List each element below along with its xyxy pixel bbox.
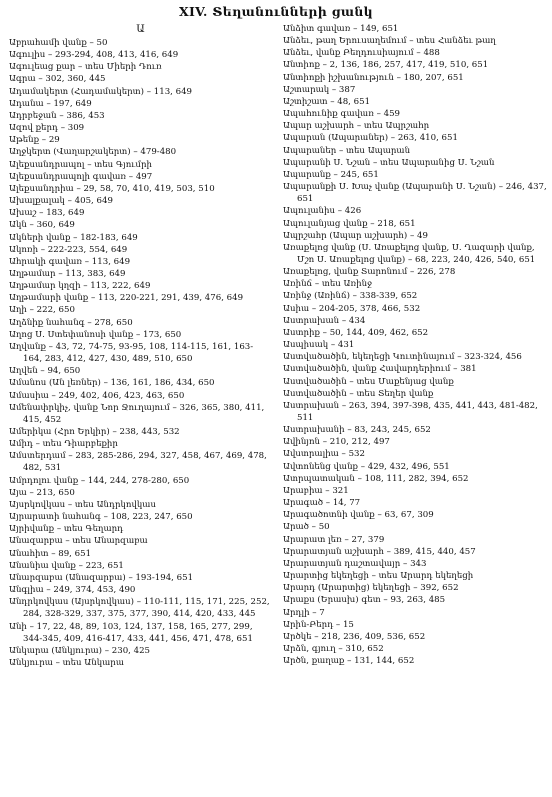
- index-entry: Ահրակի գավառ – 113, 649: [9, 256, 131, 267]
- index-entry: Ամասիա – 249, 402, 406, 423, 463, 650: [9, 390, 185, 401]
- index-entry: Արարդ (Արարտից) եկեղեցի – 392, 652: [283, 583, 459, 594]
- entry-list-right: [283, 23, 547, 667]
- index-entry: Ադանա – 197, 649: [9, 98, 92, 109]
- index-entry: Ապուլանիս – 426: [283, 206, 362, 217]
- index-entry: Անարզաբա (Անազարբա) – 193-194, 651: [9, 572, 194, 583]
- index-entry: Արագած – 14, 77: [283, 498, 361, 509]
- index-entry: Ավինյոն – 210, 212, 497: [283, 437, 390, 448]
- index-entry: Ատրպատական – 108, 111, 282, 394, 652: [283, 473, 469, 484]
- index-entry: Առաքելոց վանք (Ս. Առաքելոց վանք, Ս. Ղազարի վանք, Մշո Ս. Առաքելոց վանք) – 68, 223, 240, 426, 540, 651: [283, 242, 536, 265]
- index-entry: Ապրշահր (Ապար աշխարհ) – 49: [283, 230, 428, 241]
- index-entry: Ալեքսանդրապոլ – տես Գյումրի: [9, 159, 152, 170]
- index-entry: Ակն – 360, 649: [9, 220, 75, 231]
- index-entry: Ամրդոլու վանք – 144, 244, 278-280, 650: [9, 475, 190, 486]
- index-entry: Արարատ լեռ – 27, 379: [283, 534, 385, 545]
- index-entry: Աստվածածին, եկեղեցի Կուտինայում – 323-324, 456: [283, 352, 522, 363]
- index-entry: Այրարատի նահանգ – 108, 223, 247, 650: [9, 512, 193, 523]
- index-entry: Ասիա – 204-205, 378, 466, 532: [283, 303, 421, 314]
- index-column-left: [9, 23, 272, 669]
- index-entry: Աստվածածին – տես Մաքենյաց վանք: [283, 376, 454, 387]
- index-entry: Ամերիկա (Հրո Երկիր) – 238, 443, 532: [9, 427, 180, 437]
- index-entry: Ախալքալակ – 405, 649: [9, 196, 113, 207]
- index-entry: Աղձնիք նահանգ – 278, 650: [9, 317, 133, 328]
- index-entry: Անահիտ – 89, 651: [9, 548, 92, 559]
- index-entry: Ամենափրկիչ, վանք Նոր Ջուղայում – 326, 365, 380, 411, 415, 452: [9, 402, 265, 425]
- index-entry: Անձեւ, թաղ Երուսաղեմում – տես Հանձեւ թաղ: [283, 36, 496, 47]
- index-entry: Անտիոք – 2, 136, 186, 257, 417, 419, 510, 651: [283, 60, 489, 71]
- index-entry: Աստվածածին – տես Տեղեր վանք: [283, 388, 434, 399]
- index-entry: Աթենք – 29: [9, 135, 60, 146]
- index-entry: Աղթամար – 113, 383, 649: [9, 268, 126, 279]
- index-entry: Արաբիա – 321: [283, 485, 349, 496]
- index-entry: Այրիվանք – տես Գեղարդ: [9, 524, 124, 535]
- index-entry: Այսրկովկաս – տես Անդրկովկաս: [9, 499, 156, 510]
- index-entry: Անգլիա – 249, 374, 453, 490: [9, 585, 136, 596]
- index-entry: Անձեւ, վանք Բեղդուսիայում – 488: [283, 48, 440, 59]
- index-entry: Առինճ – տես Առինջ: [283, 279, 372, 290]
- index-entry: Աստվածածին, վանք Հավարդերիում – 381: [283, 364, 477, 375]
- index-entry: Արագածոտնի վանք – 63, 67, 309: [283, 510, 434, 521]
- index-entry: Ապարանի Ս. Նշան – տես Ապարանից Ս. Նշան: [283, 157, 495, 168]
- index-entry: Ասպիսակ – 431: [283, 340, 355, 351]
- index-entry: Աղվեն – 94, 650: [9, 366, 81, 377]
- index-column-right: [283, 23, 547, 667]
- index-entry: Արձն, գյուղ – 310, 652: [283, 643, 384, 654]
- index-entry: Ապարանքի Ս. Խաչ վանք (Ապարանի Ս. Նշան) – 246, 437, 651: [283, 182, 547, 205]
- index-entry: Արած – 50: [283, 522, 330, 533]
- index-entry: Ագրա – 302, 360, 445: [9, 74, 106, 85]
- index-entry: Արարատյան դաշտավայր – 343: [283, 558, 427, 569]
- index-entry: Աստրիք – 50, 144, 409, 462, 652: [283, 327, 429, 338]
- index-entry: Արաքս (Երասխ) գետ – 93, 263, 485: [283, 595, 446, 606]
- index-entry: Արին-Բերդ – 15: [283, 619, 354, 630]
- index-entry: Աշտարակ – 387: [283, 84, 356, 95]
- index-entry: Ապար աշխարհ – տես Ապրշահր: [283, 121, 430, 132]
- index-entry: Աստրախան – 434: [283, 315, 366, 326]
- index-entry: Աշտիշատ – 48, 651: [283, 96, 371, 107]
- index-entry: Աղի – 222, 650: [9, 305, 75, 316]
- page-title: XIV. Տեղանունների ցանկ: [179, 4, 373, 19]
- index-entry: Ագուլիս – 293-294, 408, 413, 416, 649: [9, 50, 179, 61]
- index-entry: Աղվանք – 43, 72, 74-75, 93-95, 108, 114-115, 161, 163-164, 283, 412, 427, 430, 489, 510, 650: [9, 341, 254, 365]
- section-letter: Ա: [136, 23, 145, 35]
- index-entry: Անկյուրա – տես Անկարա: [9, 657, 124, 668]
- index-entry: Արծն, քաղաք – 131, 144, 652: [283, 656, 415, 667]
- entry-list-left: [9, 37, 272, 669]
- index-entry: Ապարան (Ապարաներ) – 263, 410, 651: [283, 133, 458, 144]
- index-entry: Ակների վանք – 182-183, 649: [9, 232, 138, 243]
- index-entry: Ավստրալիա – 532: [283, 449, 365, 460]
- index-entry: Այա – 213, 650: [9, 487, 75, 498]
- index-entry: Արդլի – 7: [283, 607, 325, 618]
- index-entry: Ազով քերդ – 309: [9, 123, 85, 134]
- index-entry: Ադրբեջան – 386, 453: [9, 110, 105, 121]
- index-entry: Արծկե – 218, 236, 409, 536, 652: [283, 631, 426, 642]
- index-entry: Արարտից եկեղեցի – տես Արարդ եկեղեցի: [283, 571, 474, 582]
- index-entry: Ալեքսանդրապոլի գավառ – 497: [9, 171, 153, 182]
- index-entry: Ապարաներ – տես Ապարան: [283, 145, 411, 156]
- index-entry: Ամստերդամ – 283, 285-286, 294, 327, 458, 467, 469, 478, 482, 531: [9, 451, 267, 474]
- index-entry: Ավտոնենց վանք – 429, 432, 496, 551: [283, 461, 450, 472]
- index-entry: Աղթամար կղզի – 113, 222, 649: [9, 281, 151, 292]
- index-entry: Անկարա (Անկյուրա) – 230, 425: [9, 645, 151, 656]
- index-entry: Ամիդ – տես Դիարբեքիր: [9, 439, 118, 450]
- index-entry: Աղոց Ս. Ստեփանոսի վանք – 173, 650: [9, 329, 182, 340]
- index-entry: Արարատյան աշխարհ – 389, 415, 440, 457: [283, 546, 476, 557]
- index-entry: Աղջկերտ (Վաղարշակերտ) – 479-480: [9, 147, 177, 158]
- index-entry: Ապահունիք գավառ – 459: [283, 109, 401, 120]
- index-entry: Անազարբա – տես Անարզաբա: [9, 536, 148, 547]
- index-entry: Աստրախան – 263, 394, 397-398, 435, 441, 443, 481-482, 511: [283, 400, 538, 423]
- index-entry: Առինջ (Առինճ) – 338-339, 652: [283, 291, 418, 302]
- index-entry: Աստրախանի – 83, 243, 245, 652: [283, 425, 431, 436]
- index-entry: Ապարանք – 245, 651: [283, 169, 379, 180]
- index-entry: Ախաշ – 183, 649: [9, 208, 85, 219]
- index-entry: Ամանոս (Ան լեռներ) – 136, 161, 186, 434, 650: [9, 378, 215, 389]
- index-entry: Անի – 17, 22, 48, 89, 103, 124, 137, 158, 165, 277, 299, 344-345, 409, 416-417, 433, 441, 456, 471, 478, 651: [9, 621, 253, 644]
- index-entry: Աղթամարի վանք – 113, 220-221, 291, 439, 476, 649: [9, 293, 244, 304]
- index-entry: Անդրկովկաս (Այսրկովկաս) – 110-111, 115, 171, 225, 252, 284, 328-329, 337, 375, 377, 390, 414, 420, 433, 445: [9, 597, 270, 620]
- index-entry: Աբրահամի վանք – 50: [9, 38, 108, 48]
- index-entry: Ադամակերտ (Հադամակերտ) – 113, 649: [9, 86, 193, 97]
- index-entry: Ալեքսանդրիա – 29, 58, 70, 410, 419, 503, 510: [9, 183, 215, 194]
- index-entry: Ակոռի – 222-223, 554, 649: [9, 244, 128, 255]
- index-entry: Անանիա վանք – 223, 651: [9, 560, 124, 571]
- index-entry: Առաքելոց, վանք Տարոնում – 226, 278: [283, 267, 456, 278]
- index-entry: Անտիոքի իշխանություն – 180, 207, 651: [283, 72, 464, 83]
- index-entry: Անձիտ գավառ – 149, 651: [283, 24, 399, 34]
- index-entry: Ագուլեաց քար – տես Միերի Դուռ: [9, 62, 162, 73]
- index-entry: Ապուլանյաց վանք – 218, 651: [283, 218, 416, 229]
